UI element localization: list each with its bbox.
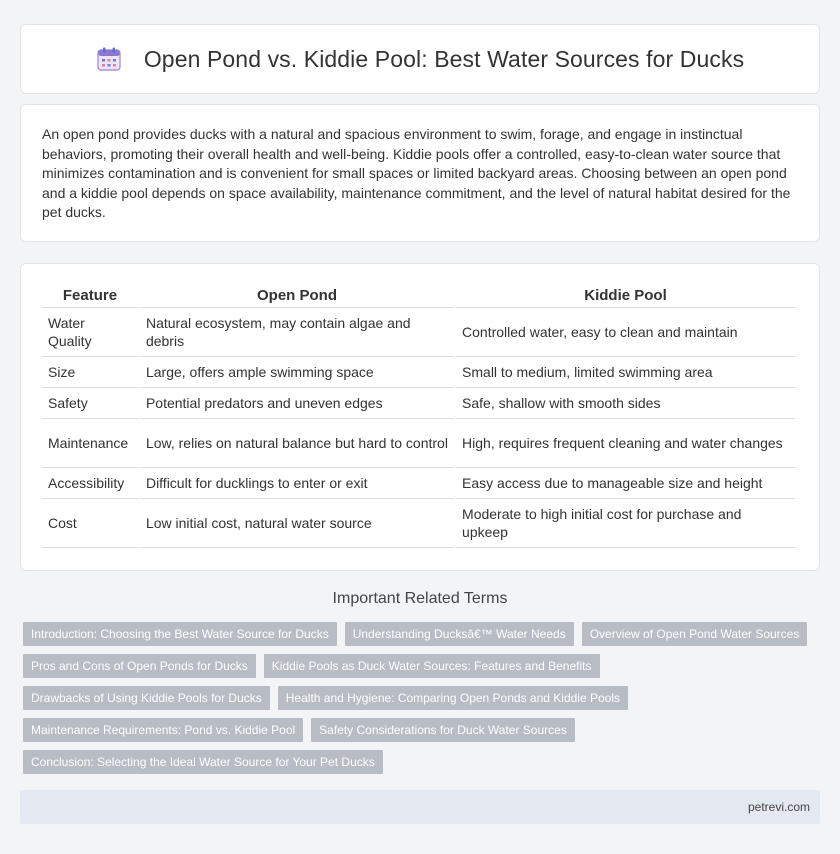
kiddie-pool-cell: Small to medium, limited swimming area [456, 357, 795, 388]
feature-cell: Water Quality [42, 308, 138, 357]
kiddie-pool-cell: Controlled water, easy to clean and maintain [456, 308, 795, 357]
footer-site-link[interactable]: petrevi.com [747, 800, 810, 814]
table-row [42, 357, 795, 388]
related-term-tag[interactable]: Safety Considerations for Duck Water Sources [311, 718, 575, 742]
related-term-tag[interactable]: Pros and Cons of Open Ponds for Ducks [23, 654, 256, 678]
related-terms-section [20, 590, 820, 782]
open-pond-cell: Natural ecosystem, may contain algae and debris [140, 308, 454, 357]
feature-cell: Safety [42, 388, 138, 419]
feature-cell: Accessibility [42, 468, 138, 499]
related-term-tag[interactable]: Drawbacks of Using Kiddie Pools for Ducks [23, 686, 270, 710]
table-row [42, 419, 795, 468]
table-row [42, 499, 795, 548]
feature-cell: Size [42, 357, 138, 388]
footer [20, 790, 820, 824]
table-header-row [42, 286, 795, 308]
related-term-tag[interactable]: Maintenance Requirements: Pond vs. Kiddie Pool [23, 718, 303, 742]
tag-row [20, 622, 820, 646]
open-pond-cell: Large, offers ample swimming space [140, 357, 454, 388]
comparison-table-card [20, 263, 820, 571]
page-title: Open Pond vs. Kiddie Pool: Best Water Sources for Ducks [143, 45, 745, 72]
kiddie-pool-cell: Easy access due to manageable size and height [456, 468, 795, 499]
related-term-tag[interactable]: Introduction: Choosing the Best Water Source for Ducks [23, 622, 337, 646]
tag-row [20, 686, 820, 710]
feature-cell: Maintenance [42, 419, 138, 468]
open-pond-cell: Low, relies on natural balance but hard to control [140, 419, 454, 468]
calendar-icon [96, 46, 122, 72]
open-pond-cell: Potential predators and uneven edges [140, 388, 454, 419]
related-term-tag[interactable]: Understanding Ducksâ€™ Water Needs [345, 622, 574, 646]
header-kiddie-pool: Kiddie Pool [456, 286, 795, 308]
table-row [42, 388, 795, 419]
kiddie-pool-cell: High, requires frequent cleaning and water changes [456, 419, 795, 468]
tag-row [20, 718, 820, 742]
open-pond-cell: Low initial cost, natural water source [140, 499, 454, 548]
related-terms-heading: Important Related Terms [332, 590, 508, 607]
header-open-pond: Open Pond [140, 286, 454, 308]
related-term-tag[interactable]: Health and Hygiene: Comparing Open Ponds and Kiddie Pools [278, 686, 628, 710]
kiddie-pool-cell: Moderate to high initial cost for purchase and upkeep [456, 499, 795, 548]
open-pond-cell: Difficult for ducklings to enter or exit [140, 468, 454, 499]
tag-row [20, 750, 820, 774]
comparison-table [40, 286, 797, 548]
intro-paragraph: An open pond provides ducks with a natural and spacious environment to swim, forage, and engage in instinctual behaviors, promoting their overall health and well-being. Kiddie pools offer a controlled, easy-to-clean water source that minimizes contamination and is convenient for small spaces or limited backyard areas. Choosing between an open pond and a kiddie pool depends on space availability, maintenance commitment, and the level of natural habitat desired for the pet ducks. [42, 126, 791, 221]
kiddie-pool-cell: Safe, shallow with smooth sides [456, 388, 795, 419]
intro-card [20, 104, 820, 242]
title-card [20, 24, 820, 94]
related-term-tag[interactable]: Conclusion: Selecting the Ideal Water Source for Your Pet Ducks [23, 750, 383, 774]
related-term-tag[interactable]: Overview of Open Pond Water Sources [582, 622, 808, 646]
header-feature: Feature [42, 286, 138, 308]
table-row [42, 468, 795, 499]
feature-cell: Cost [42, 499, 138, 548]
table-row [42, 308, 795, 357]
related-term-tag[interactable]: Kiddie Pools as Duck Water Sources: Features and Benefits [264, 654, 600, 678]
tag-row [20, 654, 820, 678]
